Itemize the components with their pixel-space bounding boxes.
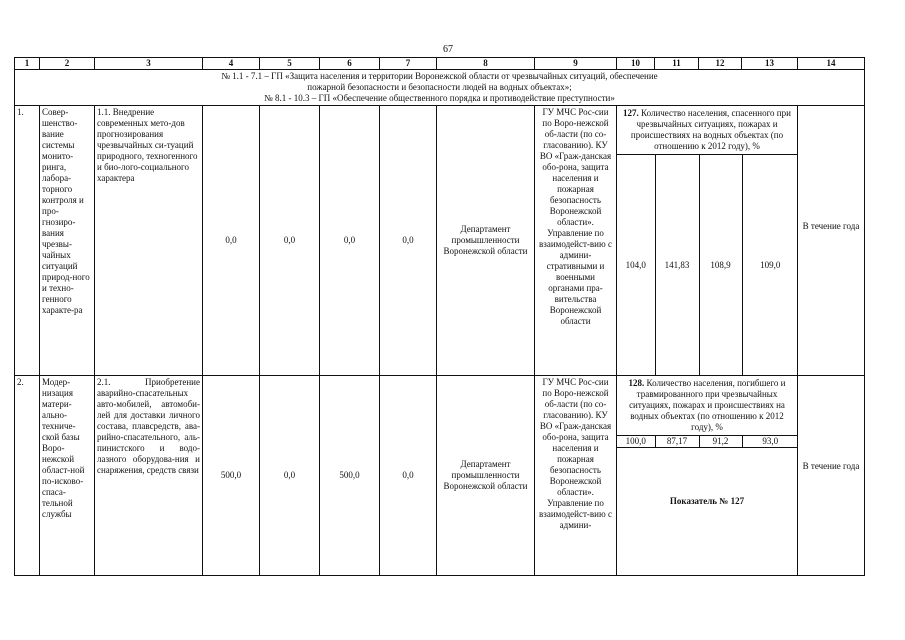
page-number: 67 — [443, 44, 453, 55]
value-cell: 0,0 — [203, 106, 260, 376]
indicator-number: 127. — [623, 108, 639, 118]
column-numbers-row — [15, 58, 865, 70]
program-table — [14, 57, 865, 576]
indicator-value: 109,0 — [742, 155, 798, 375]
value-cell: 0,0 — [380, 106, 437, 376]
column-header: 9 — [535, 58, 617, 70]
section-header — [15, 70, 865, 106]
indicator-reference: Показатель № 127 — [669, 496, 745, 506]
executors-cell: ГУ МЧС Рос-сии по Воро-нежской об-ласти (по со-гласованию). КУ ВО «Граж-данская обо-рона, защита населения и пожарная безопасность Воронежской области». Управление по взаимодейст-вию с админи- — [535, 376, 617, 576]
column-header: 11 — [655, 58, 699, 70]
section-header-line: № 8.1 - 10.3 – ГП «Обеспечение общественного порядка и противодействие преступности» — [264, 93, 615, 103]
indicator-text: Количество населения, спасенного при чрезвычайных ситуациях, пожарах и происшествиях на водных объектах (по отношению к 2012 году), % — [630, 108, 791, 151]
indicator-value: 91,2 — [699, 436, 742, 448]
indicator-cell — [617, 106, 798, 376]
measure-cell: 2.1. Приобретение аварийно-спасательных авто-мобилей, автомоби-лей для доставки личного состава, плавсредств, ава-рийно-спасательного, аль-пинистского и водо-лазного оборудова-ния и снаряжения, средств связи — [95, 376, 203, 576]
indicator-value: 104,0 — [625, 259, 646, 270]
table-row — [15, 376, 865, 576]
column-header: 10 — [617, 58, 655, 70]
department-cell: Департамент промышленности Воронежской области — [437, 106, 535, 376]
measure-cell: 1.1. Внедрение современных мето-дов прогнозирования чрезвычайных си-туаций природного, техногенного и био-лого-социального характера — [95, 106, 203, 376]
indicator-values — [617, 155, 798, 375]
value-cell: 0,0 — [320, 106, 380, 376]
column-header: 3 — [95, 58, 203, 70]
column-header: 13 — [742, 58, 798, 70]
section-header-line: пожарной безопасности и безопасности людей на водных объектах»; — [307, 82, 572, 92]
column-header: 7 — [380, 58, 437, 70]
column-header: 14 — [798, 58, 865, 70]
indicator-value: 93,0 — [742, 436, 798, 448]
column-header: 5 — [260, 58, 320, 70]
table-row — [15, 106, 865, 376]
column-header: 12 — [699, 58, 742, 70]
indicator-number: 128. — [628, 378, 645, 388]
column-header: 1 — [15, 58, 40, 70]
indicator-text: Количество населения, погибшего и травмированного при чрезвычайных ситуациях, пожарах и происшествиях на водных объектах (по отношению к 2012 году), % — [629, 378, 786, 432]
value-cell: 500,0 — [320, 376, 380, 576]
goal-cell: Совер-шенство-вание системы монито-ринга, лабора-торного контроля и про-гнозиро-вания чрезвы-чайных ситуаций природ-ного и техно-генного характе-ра — [40, 106, 95, 376]
column-header: 4 — [203, 58, 260, 70]
column-header: 2 — [40, 58, 95, 70]
indicator-title — [617, 106, 797, 155]
indicator-cell — [617, 376, 798, 576]
section-header-line: № 1.1 - 7.1 – ГП «Защита населения и территории Воронежской области от чрезвычайных ситуаций, обеспечение — [221, 71, 658, 81]
indicator-value: 108,9 — [699, 155, 742, 375]
value-cell: 0,0 — [260, 376, 320, 576]
term-cell: В течение года — [798, 376, 865, 576]
row-number: 2. — [15, 376, 40, 576]
column-header: 6 — [320, 58, 380, 70]
row-number: 1. — [15, 106, 40, 376]
section-header-row — [15, 70, 865, 106]
indicator-values — [617, 436, 798, 448]
indicator-title — [617, 376, 797, 436]
value-cell: 0,0 — [260, 106, 320, 376]
indicator-value: 87,17 — [655, 436, 699, 448]
column-header: 8 — [437, 58, 535, 70]
value-cell: 500,0 — [203, 376, 260, 576]
goal-cell: Модер-низация матери-ально-техниче-ской базы Воро-нежской област-ной по-исково-спаса-тельной службы — [40, 376, 95, 576]
department-cell: Департамент промышленности Воронежской области — [437, 376, 535, 576]
term-cell: В течение года — [798, 106, 865, 376]
indicator-value: 141,83 — [655, 155, 699, 375]
indicator-value: 100,0 — [625, 436, 646, 446]
value-cell: 0,0 — [380, 376, 437, 576]
executors-cell: ГУ МЧС Рос-сии по Воро-нежской об-ласти (по со-гласованию). КУ ВО «Граж-данская обо-рона, защита населения и пожарная безопасность Воронежской области». Управление по взаимодейст-вию с админи-стративными и военными органами пра-вительства Воронежской области — [535, 106, 617, 376]
